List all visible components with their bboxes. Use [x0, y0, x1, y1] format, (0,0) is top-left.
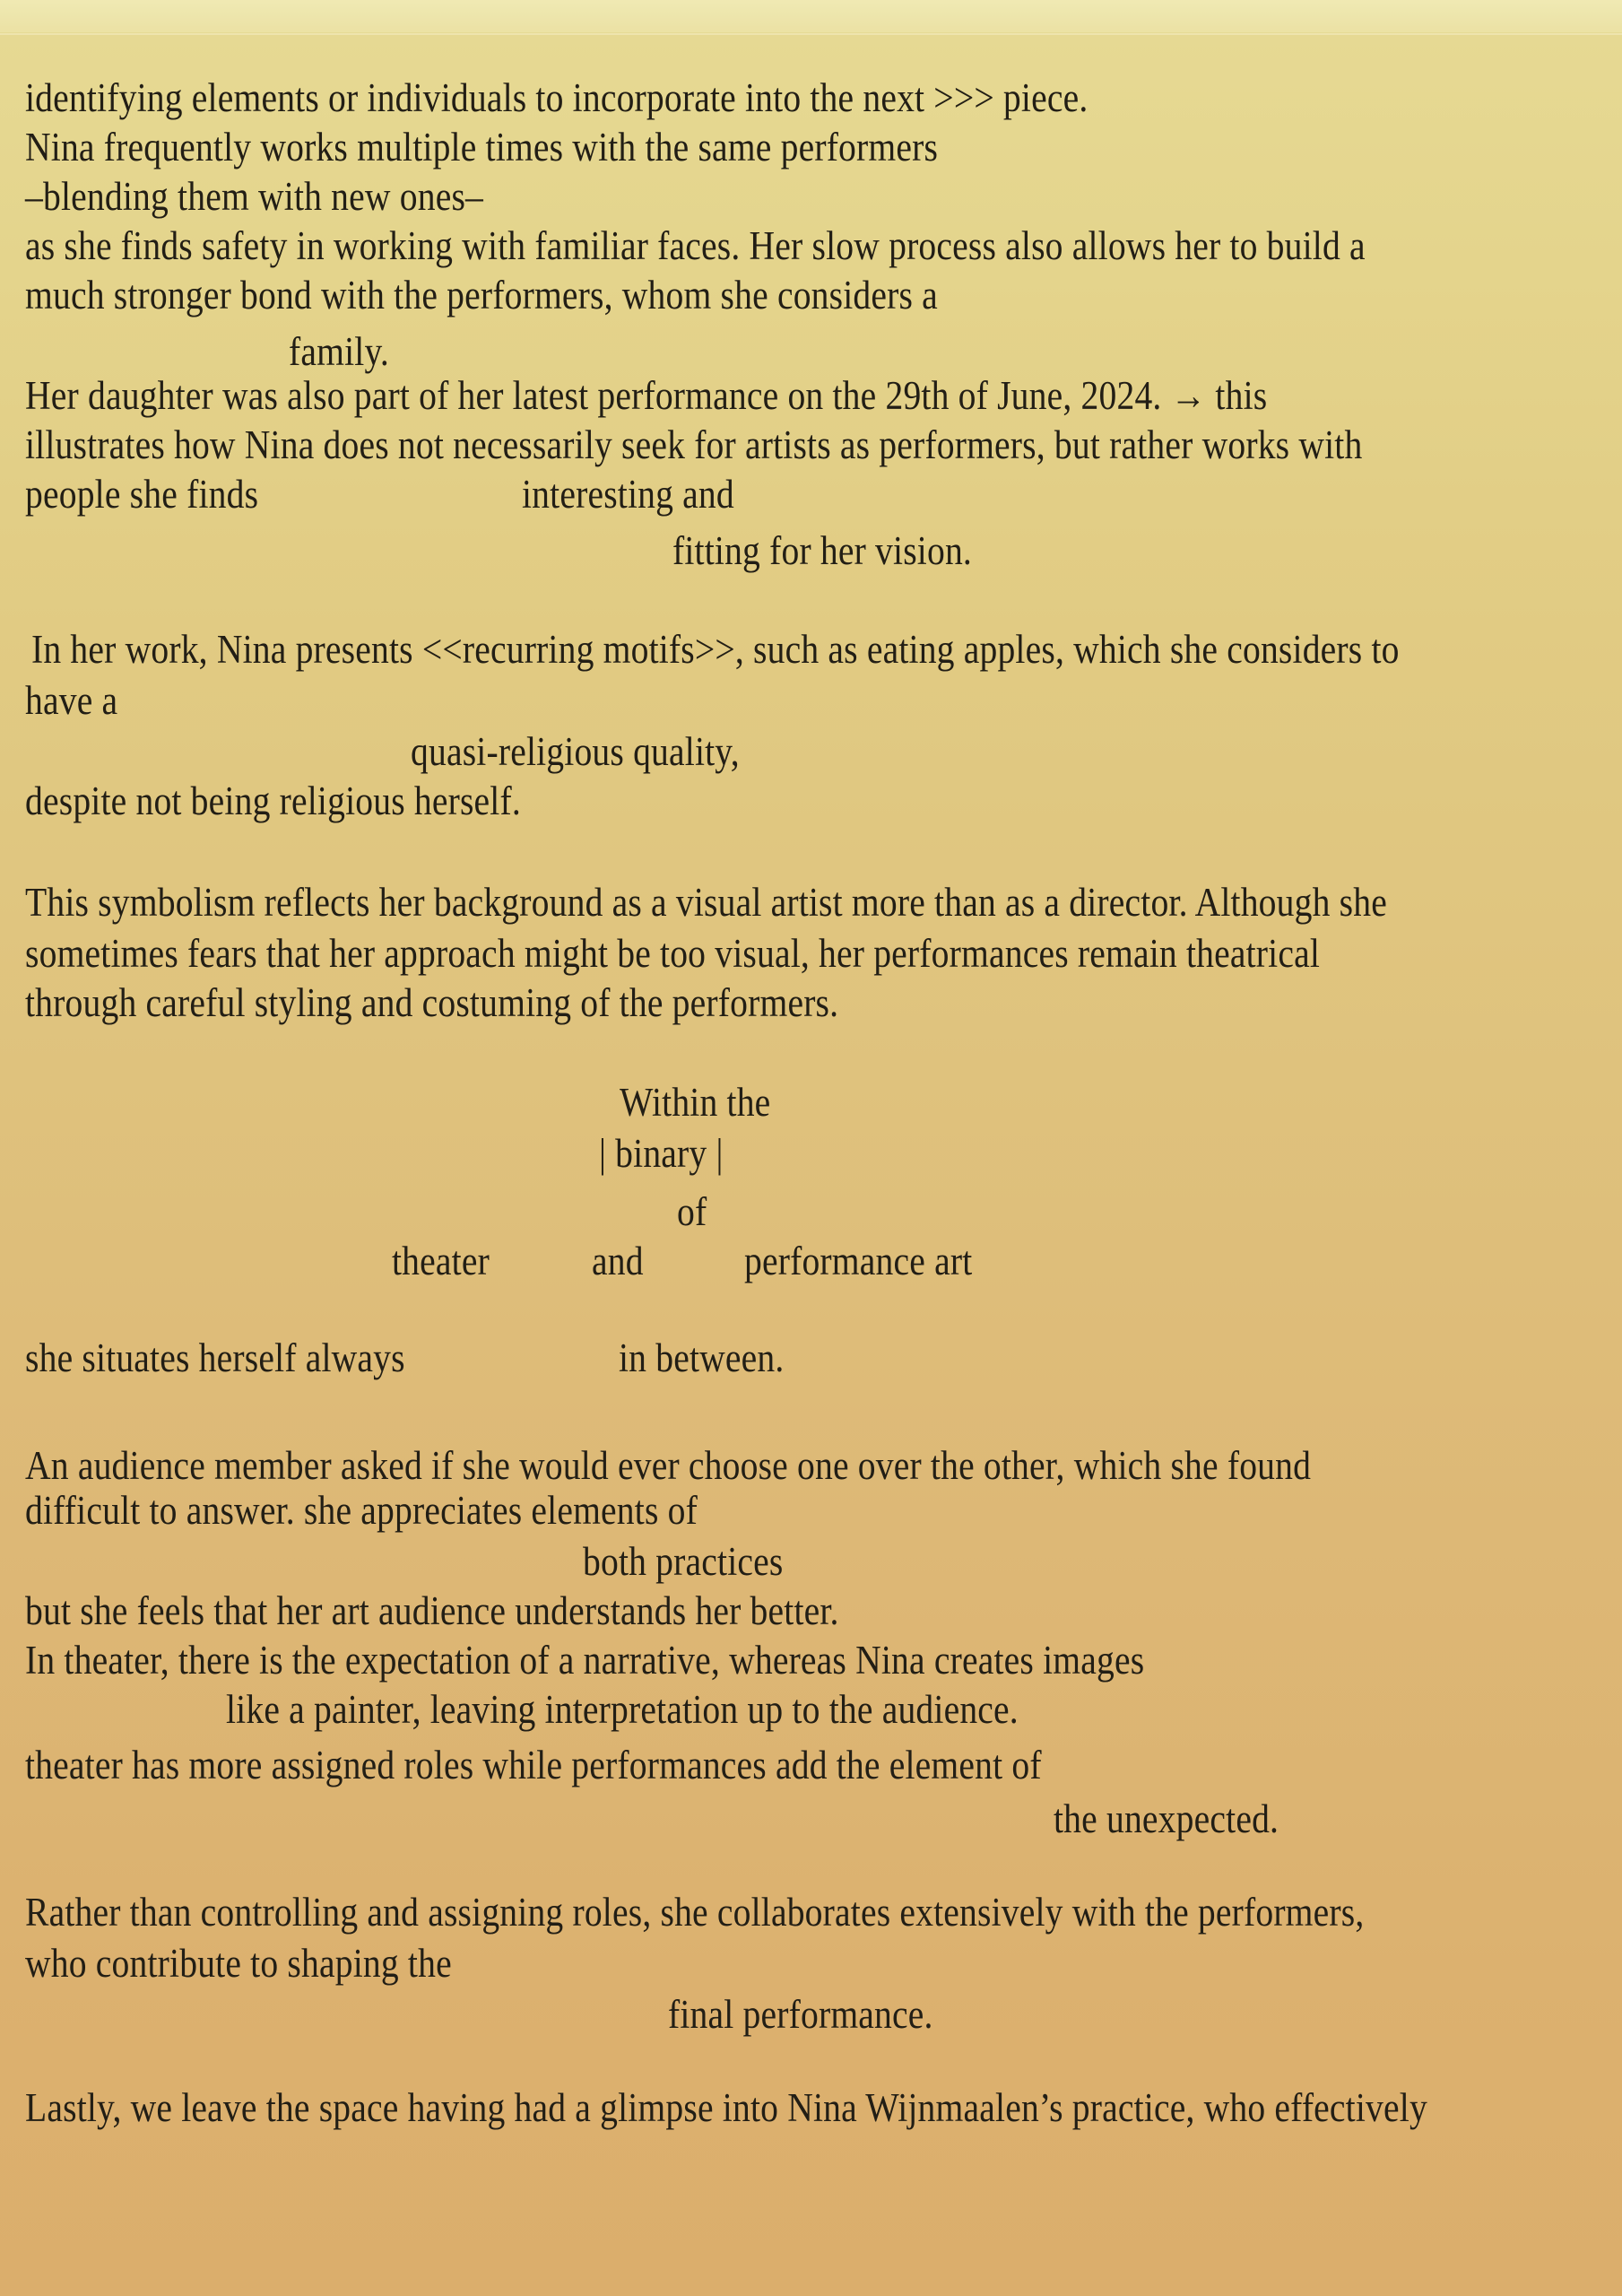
text-line-segment: performance art [744, 1239, 973, 1283]
text-line-segment: despite not being religious herself. [25, 778, 521, 823]
text-line-segment: in between. [619, 1335, 785, 1380]
text-line-segment: have a [25, 678, 118, 723]
text-line-segment: fitting for her vision. [672, 528, 973, 573]
text-line-segment: Lastly, we leave the space having had a glimpse into Nina Wijnmaalen’s practice, who effectively [25, 2085, 1427, 2130]
text-line-segment: and [592, 1239, 644, 1283]
text-line-segment: Rather than controlling and assigning roles, she collaborates extensively with the performers, [25, 1890, 1365, 1935]
text-line-segment: she situates herself always [25, 1335, 405, 1380]
text-line-segment: but she feels that her art audience understands her better. [25, 1588, 839, 1633]
text-line-segment: quasi-religious quality, [411, 729, 740, 774]
text-line-segment: theater [392, 1239, 490, 1283]
text-line-segment: An audience member asked if she would ever choose one over the other, which she found [25, 1443, 1312, 1488]
text-line-segment: sometimes fears that her approach might be too visual, her performances remain theatrical [25, 931, 1321, 976]
text-line-segment: final performance. [668, 1992, 933, 2037]
text-line-segment: | binary | [599, 1131, 724, 1176]
text-line-segment: interesting and [522, 472, 734, 517]
text-line-segment: family. [289, 329, 389, 374]
text-line-segment: Within the [620, 1080, 771, 1125]
text-line-segment: theater has more assigned roles while performances add the element of [25, 1743, 1042, 1787]
text-line-segment: as she finds safety in working with familiar faces. Her slow process also allows her to build a [25, 223, 1366, 268]
text-line-segment: Her daughter was also part of her latest performance on the 29th of June, 2024. → this [25, 373, 1268, 418]
text-line-segment: much stronger bond with the performers, whom she considers a [25, 273, 938, 317]
text-line-segment: –blending them with new ones– [25, 174, 484, 219]
text-line-segment: the unexpected. [1054, 1796, 1279, 1841]
text-line-segment: In her work, Nina presents <<recurring motifs>>, such as eating apples, which she considers to [31, 627, 1400, 672]
text-line-segment: like a painter, leaving interpretation up to the audience. [226, 1687, 1019, 1732]
text-line-segment: In theater, there is the expectation of a narrative, whereas Nina creates images [25, 1638, 1145, 1683]
text-line-segment: identifying elements or individuals to incorporate into the next >>> piece. [25, 75, 1089, 120]
text-line-segment: This symbolism reflects her background as a visual artist more than as a director. Although she [25, 880, 1387, 925]
text-line-segment: Nina frequently works multiple times with the same performers [25, 125, 939, 170]
text-line-segment: people she finds [25, 472, 259, 517]
text-line-segment: difficult to answer. she appreciates elements of [25, 1488, 698, 1533]
text-line-segment: both practices [583, 1539, 784, 1584]
text-line-segment: of [677, 1189, 707, 1234]
text-line-segment: through careful styling and costuming of the performers. [25, 980, 839, 1025]
text-line-segment: who contribute to shaping the [25, 1941, 452, 1986]
text-line-segment: illustrates how Nina does not necessarily seek for artists as performers, but rather works with [25, 422, 1363, 467]
